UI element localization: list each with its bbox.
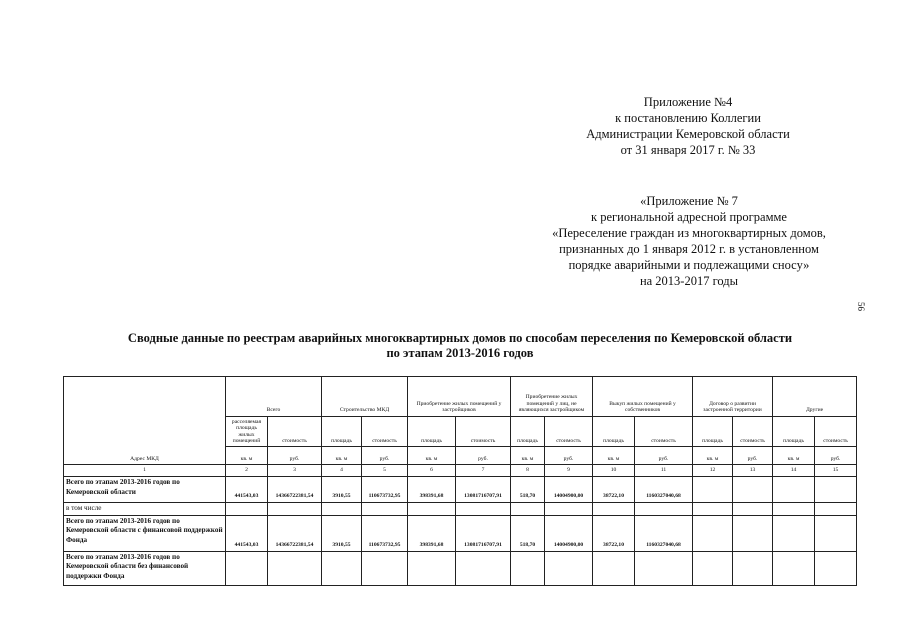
- subheader: площадь: [773, 417, 815, 447]
- cell-value: [362, 503, 408, 516]
- cell-value: 1160327040,68: [635, 477, 693, 503]
- cell-value: [322, 551, 362, 585]
- table-row: [64, 477, 857, 503]
- cell-value: 38722,10: [593, 515, 635, 551]
- appendix-7-line-5: порядке аварийными и подлежащими сносу»: [568, 258, 810, 272]
- cell-value: 110673732,95: [362, 477, 408, 503]
- cell-value: [773, 477, 815, 503]
- cell-value: [268, 551, 322, 585]
- unit-cell: руб.: [635, 447, 693, 465]
- cell-value: 110673732,95: [362, 515, 408, 551]
- unit-cell: кв. м: [511, 447, 545, 465]
- cell-value: [545, 551, 593, 585]
- cell-value: 14004900,00: [545, 477, 593, 503]
- cell-value: 38722,10: [593, 477, 635, 503]
- title-line-2: по этапам 2013-2016 годов: [386, 346, 534, 360]
- appendix-4-line-3: Администрации Кемеровской области: [586, 127, 790, 141]
- cell-value: [408, 551, 456, 585]
- cell-value: [773, 515, 815, 551]
- row-label: в том числе: [64, 503, 226, 516]
- column-number: 6: [408, 465, 456, 477]
- subheader: стоимость: [456, 417, 511, 447]
- column-number: 2: [226, 465, 268, 477]
- cell-value: [733, 551, 773, 585]
- subheader: площадь: [408, 417, 456, 447]
- group-header: Договор о развитии застроенной территории: [693, 377, 773, 417]
- cell-value: 14004900,00: [545, 515, 593, 551]
- cell-value: 3910,55: [322, 477, 362, 503]
- cell-value: [733, 503, 773, 516]
- cell-value: [693, 551, 733, 585]
- column-number: 3: [268, 465, 322, 477]
- subheader: расселяемая площадь жилых помещений: [226, 417, 268, 447]
- column-number: 13: [733, 465, 773, 477]
- summary-table: [63, 376, 857, 586]
- cell-value: 13081716707,91: [456, 515, 511, 551]
- appendix-7-line-1: «Приложение № 7: [640, 194, 738, 208]
- cell-value: 518,70: [511, 477, 545, 503]
- appendix-4-line-1: Приложение №4: [643, 95, 733, 109]
- column-number: 12: [693, 465, 733, 477]
- cell-value: 3910,55: [322, 515, 362, 551]
- row-label: Всего по этапам 2013-2016 годов по Кемеровской области: [64, 477, 226, 503]
- cell-value: 14366722381,54: [268, 515, 322, 551]
- cell-value: [773, 503, 815, 516]
- group-header: Другие: [773, 377, 857, 417]
- unit-cell: кв. м: [593, 447, 635, 465]
- cell-value: [593, 551, 635, 585]
- table-row: [64, 515, 857, 551]
- cell-value: 14366722381,54: [268, 477, 322, 503]
- cell-value: [815, 477, 857, 503]
- cell-value: [456, 503, 511, 516]
- cell-value: [815, 515, 857, 551]
- group-header: Приобретение жилых помещений у лиц, не являющихся застройщиком: [511, 377, 593, 417]
- cell-value: [635, 551, 693, 585]
- subheader: стоимость: [362, 417, 408, 447]
- cell-value: [456, 551, 511, 585]
- document-title: [60, 331, 860, 361]
- cell-value: 518,70: [511, 515, 545, 551]
- appendix-4-header: [540, 94, 836, 158]
- cell-value: [322, 503, 362, 516]
- unit-cell: руб.: [733, 447, 773, 465]
- cell-value: [408, 503, 456, 516]
- row-label: Всего по этапам 2013-2016 годов по Кемеровской области с финансовой поддержкой Фонда: [64, 515, 226, 551]
- column-number: 15: [815, 465, 857, 477]
- cell-value: [815, 503, 857, 516]
- appendix-7-line-4: признанных до 1 января 2012 г. в установленном: [559, 242, 819, 256]
- column-number: 1: [64, 465, 226, 477]
- table-row: [64, 551, 857, 585]
- column-number: 7: [456, 465, 511, 477]
- cell-value: [773, 551, 815, 585]
- column-number: 9: [545, 465, 593, 477]
- subheader: стоимость: [635, 417, 693, 447]
- cell-value: 13081716707,91: [456, 477, 511, 503]
- cell-value: [511, 503, 545, 516]
- cell-value: [733, 515, 773, 551]
- page-number: 56: [856, 302, 866, 311]
- cell-value: [545, 503, 593, 516]
- appendix-7-line-6: на 2013-2017 годы: [639, 274, 739, 288]
- row-label: Всего по этапам 2013-2016 годов по Кемеровской области без финансовой поддержки Фонда: [64, 551, 226, 585]
- group-header: Строительство МКД: [322, 377, 408, 417]
- address-header: Адрес МКД: [64, 377, 226, 465]
- group-header: Всего: [226, 377, 322, 417]
- cell-value: 398391,68: [408, 477, 456, 503]
- unit-cell: кв. м: [226, 447, 268, 465]
- unit-cell: кв. м: [322, 447, 362, 465]
- subheader: стоимость: [268, 417, 322, 447]
- unit-cell: руб.: [268, 447, 322, 465]
- appendix-4-line-4: от 31 января 2017 г. № 33: [620, 143, 756, 157]
- table-row: [64, 503, 857, 516]
- cell-value: 441543,03: [226, 477, 268, 503]
- subheader: стоимость: [733, 417, 773, 447]
- column-number: 5: [362, 465, 408, 477]
- cell-value: [693, 515, 733, 551]
- cell-value: [362, 551, 408, 585]
- cell-value: 1160327040,68: [635, 515, 693, 551]
- cell-value: [693, 477, 733, 503]
- subheader: площадь: [511, 417, 545, 447]
- unit-cell: руб.: [456, 447, 511, 465]
- subheader: стоимость: [545, 417, 593, 447]
- cell-value: 441543,03: [226, 515, 268, 551]
- column-number: 14: [773, 465, 815, 477]
- cell-value: [815, 551, 857, 585]
- group-header: Приобретение жилых помещений у застройщиков: [408, 377, 511, 417]
- cell-value: [593, 503, 635, 516]
- subheader: площадь: [322, 417, 362, 447]
- column-number: 10: [593, 465, 635, 477]
- cell-value: [635, 503, 693, 516]
- title-line-1: Сводные данные по реестрам аварийных многоквартирных домов по способам переселения по Кемеровской области: [127, 331, 793, 345]
- column-number: 8: [511, 465, 545, 477]
- cell-value: [511, 551, 545, 585]
- appendix-4-line-2: к постановлению Коллегии: [615, 111, 761, 125]
- column-number: 4: [322, 465, 362, 477]
- unit-cell: руб.: [362, 447, 408, 465]
- cell-value: [226, 551, 268, 585]
- unit-cell: руб.: [815, 447, 857, 465]
- unit-cell: кв. м: [773, 447, 815, 465]
- unit-cell: кв. м: [408, 447, 456, 465]
- group-header-row: [64, 377, 857, 417]
- subheader: стоимость: [815, 417, 857, 447]
- appendix-7-line-2: к региональной адресной программе: [591, 210, 787, 224]
- cell-value: [268, 503, 322, 516]
- column-number: 11: [635, 465, 693, 477]
- cell-value: [226, 503, 268, 516]
- cell-value: [693, 503, 733, 516]
- unit-cell: руб.: [545, 447, 593, 465]
- group-header: Выкуп жилых помещений у собственников: [593, 377, 693, 417]
- cell-value: 398391,68: [408, 515, 456, 551]
- subheader: площадь: [593, 417, 635, 447]
- cell-value: [733, 477, 773, 503]
- appendix-7-header: [500, 193, 878, 289]
- subheader: площадь: [693, 417, 733, 447]
- unit-cell: кв. м: [693, 447, 733, 465]
- column-number-row: [64, 465, 857, 477]
- appendix-7-line-3: «Переселение граждан из многоквартирных домов,: [552, 226, 826, 240]
